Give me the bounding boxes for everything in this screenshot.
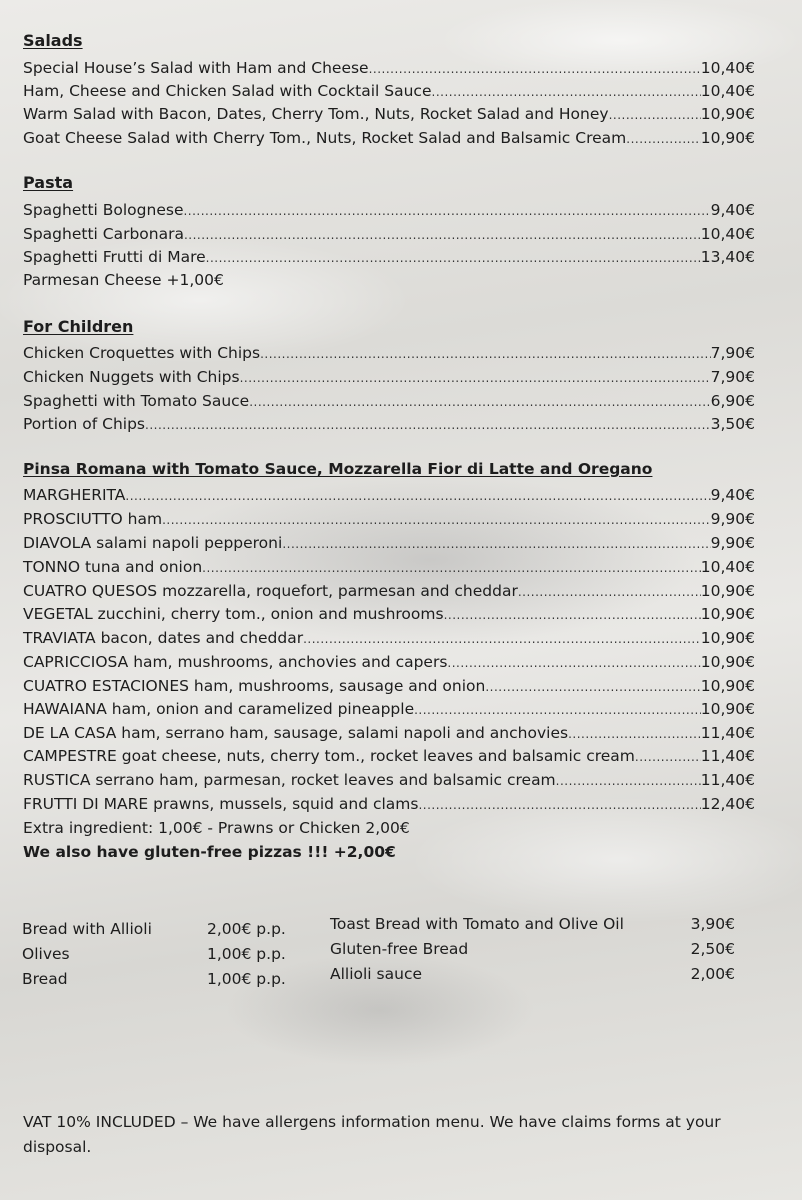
menu-item: Spaghetti with Tomato Sauce ..... 6,90€ <box>23 390 755 412</box>
dot-leader <box>609 104 701 126</box>
menu-item: CUATRO ESTACIONES ham, mushrooms, sausage and onion ..... 10,90€ <box>23 675 755 697</box>
menu-item: Spaghetti Bolognese ..... 9,40€ <box>23 199 755 221</box>
dot-leader <box>444 604 701 626</box>
menu-item: CAMPESTRE goat cheese, nuts, cherry tom., rocket leaves and balsamic cream ..... 11,40€ <box>23 745 755 767</box>
dot-leader <box>418 794 700 816</box>
menu-item: HAWAIANA ham, onion and caramelized pineapple ..... 10,90€ <box>23 698 755 720</box>
extra-ingredient-note: Extra ingredient: 1,00€ - Prawns or Chicken 2,00€ <box>23 819 410 837</box>
dot-leader <box>447 652 700 674</box>
menu-item: Spaghetti Carbonara ..... 10,40€ <box>23 223 755 245</box>
extra-item-price: 2,00€ p.p. <box>207 920 286 938</box>
parmesan-note: Parmesan Cheese +1,00€ <box>23 271 224 289</box>
dot-leader <box>183 200 710 222</box>
extras-right-prices <box>691 912 735 987</box>
menu-item: TONNO tuna and onion ..... 10,40€ <box>23 556 755 578</box>
dot-leader <box>249 391 710 413</box>
dot-leader <box>432 81 701 103</box>
dot-leader <box>206 247 701 269</box>
dot-leader <box>369 58 701 80</box>
menu-item: RUSTICA serrano ham, parmesan, rocket leaves and balsamic cream ..... 11,40€ <box>23 769 755 791</box>
extra-item-price: 1,00€ p.p. <box>207 970 286 988</box>
extra-item-name: Bread <box>22 970 68 988</box>
dot-leader <box>145 414 711 436</box>
menu-item: Spaghetti Frutti di Mare ..... 13,40€ <box>23 246 755 268</box>
extra-item-name: Gluten-free Bread <box>330 940 469 958</box>
gluten-free-note: We also have gluten-free pizzas !!! +2,00€ <box>23 843 396 861</box>
dot-leader <box>485 676 700 698</box>
menu-item: Chicken Croquettes with Chips ..... 7,90€ <box>23 342 755 364</box>
extra-item-name: Bread with Allioli <box>22 920 152 938</box>
menu-item: Ham, Cheese and Chicken Salad with Cocktail Sauce ..... 10,40€ <box>23 80 755 102</box>
dot-leader <box>635 746 701 768</box>
menu-item: Portion of Chips ..... 3,50€ <box>23 413 755 435</box>
menu-item: Warm Salad with Bacon, Dates, Cherry Tom., Nuts, Rocket Salad and Honey ..... 10,90€ <box>23 103 755 125</box>
dot-leader <box>125 485 710 507</box>
extras-left-names <box>22 917 152 992</box>
dot-leader <box>626 128 701 150</box>
extra-item-name: Allioli sauce <box>330 965 423 983</box>
menu-item: DIAVOLA salami napoli pepperoni ..... 9,90€ <box>23 532 755 554</box>
menu-item: DE LA CASA ham, serrano ham, sausage, salami napoli and anchovies ..... 11,40€ <box>23 722 755 744</box>
dot-leader <box>518 581 701 603</box>
menu-item: CAPRICCIOSA ham, mushrooms, anchovies and capers ..... 10,90€ <box>23 651 755 673</box>
dot-leader <box>202 557 701 579</box>
extra-item-price: 2,50€ <box>690 940 735 958</box>
extras-left-prices <box>207 917 286 992</box>
extra-item-name: Olives <box>22 945 70 963</box>
pinsa-heading: Pinsa Romana with Tomato Sauce, Mozzarella Fior di Latte and Oregano <box>23 460 653 478</box>
menu-item: VEGETAL zucchini, cherry tom., onion and mushrooms ..... 10,90€ <box>23 603 755 625</box>
menu-item: Goat Cheese Salad with Cherry Tom., Nuts, Rocket Salad and Balsamic Cream ..... 10,90€ <box>23 127 755 149</box>
menu-item: Special House’s Salad with Ham and Cheese ..... 10,40€ <box>23 57 755 79</box>
dot-leader <box>303 628 701 650</box>
menu-item: TRAVIATA bacon, dates and cheddar ..... 10,90€ <box>23 627 755 649</box>
extra-item-price: 3,90€ <box>690 915 735 933</box>
menu-item: Chicken Nuggets with Chips ..... 7,90€ <box>23 366 755 388</box>
menu-item: PROSCIUTTO ham ..... 9,90€ <box>23 508 755 530</box>
dot-leader <box>184 224 701 246</box>
vat-footer: VAT 10% INCLUDED – We have allergens information menu. We have claims forms at your disposal. <box>23 1113 721 1156</box>
dot-leader <box>556 770 701 792</box>
dot-leader <box>260 343 711 365</box>
menu-item: MARGHERITA ..... 9,40€ <box>23 484 755 506</box>
children-heading: For Children <box>23 317 134 336</box>
extra-item-price: 1,00€ p.p. <box>207 945 286 963</box>
extra-item-price: 2,00€ <box>690 965 735 983</box>
dot-leader <box>240 367 711 389</box>
dot-leader <box>568 723 701 745</box>
dot-leader <box>282 533 710 555</box>
dot-leader <box>414 699 701 721</box>
salads-heading: Salads <box>23 31 83 50</box>
menu-item: FRUTTI DI MARE prawns, mussels, squid and clams ..... 12,40€ <box>23 793 755 815</box>
extra-item-name: Toast Bread with Tomato and Olive Oil <box>330 915 624 933</box>
dot-leader <box>162 509 711 531</box>
pasta-heading: Pasta <box>23 173 74 192</box>
extras-right-names <box>330 912 624 987</box>
menu-item: CUATRO QUESOS mozzarella, roquefort, parmesan and cheddar ..... 10,90€ <box>23 580 755 602</box>
